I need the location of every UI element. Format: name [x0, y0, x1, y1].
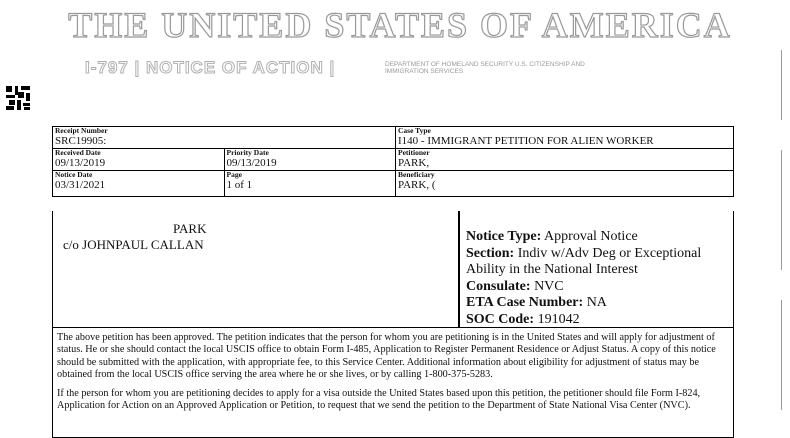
mailing-address [52, 211, 459, 328]
petitioner-cell: Petitioner PARK, [396, 149, 734, 171]
case-type: I140 - IMMIGRANT PETITION FOR ALIEN WORKER [398, 135, 654, 147]
consulate-label: Consulate: [466, 278, 531, 294]
received-date-cell: Received Date 09/13/2019 [53, 149, 225, 171]
section-value: Indiv w/Adv Deg or Exceptional [517, 245, 702, 261]
case-info-table [52, 126, 734, 197]
received-date: 09/13/2019 [55, 157, 106, 169]
body-paragraph-approval: The above petition has been approved. The petition indicates that the person for whom you are petitioning is in the United States and will apply for adjustment of status. He or she should contact the local USCIS office to obtain Form I-485, Application to Register Permanent Residence or Adjust Status. A copy of this notice should be submitted with the application, with appropriate fee, to this Service Center. Additional information about eligibility for adjustment of status may be obtained from the local USCIS office serving the area where he or she lives, or by calling 1-800-375-5283. [57, 332, 716, 381]
consulate: NVC [534, 278, 564, 294]
page-cell: Page 1 of 1 [224, 171, 396, 197]
department-name: DEPARTMENT OF HOMELAND SECURITY U.S. CITIZENSHIP AND IMMIGRATION SERVICES [385, 61, 585, 75]
receipt-number-cell: Receipt Number SRC19905: [53, 127, 396, 149]
address-name: PARK [173, 221, 207, 236]
notice-type-label: Notice Type: [466, 229, 542, 244]
beneficiary-cell: Beneficiary PARK, ( [396, 171, 734, 197]
form-title: I-797 | NOTICE OF ACTION | [85, 58, 336, 77]
right-margin-mark [781, 50, 782, 120]
petitioner: PARK, [398, 157, 430, 169]
receipt-number: SRC19905: [55, 135, 107, 147]
priority-date: 09/13/2019 [226, 157, 277, 169]
right-margin-mark [781, 150, 782, 270]
notice-date: 03/31/2021 [55, 179, 106, 191]
body-paragraph-visa: If the person for whom you are petitioning decides to apply for a visa outside the United States based upon this petition, the petitioner should file Form I-824, Application for Action on an Approved Application or Petition, to request that we send the petition to the Department of State National Visa Center (NVC). [57, 387, 701, 412]
banner-title: THE UNITED STATES OF AMERICA [68, 5, 732, 45]
soc-code: 191042 [537, 311, 580, 327]
section-value-continued: Ability in the National Interest [466, 262, 638, 277]
address-care-of: c/o JOHNPAUL CALLAN [63, 237, 204, 252]
case-type-cell: Case Type I140 - IMMIGRANT PETITION FOR ALIEN WORKER [396, 127, 734, 149]
page-number: 1 of 1 [226, 179, 253, 191]
beneficiary: PARK, ( [398, 179, 436, 191]
eta-case-label: ETA Case Number: [466, 295, 584, 310]
document-banner [30, 2, 760, 77]
priority-date-cell: Priority Date 09/13/2019 [224, 149, 396, 171]
notice-date-cell: Notice Date 03/31/2021 [53, 171, 225, 197]
right-margin-mark [781, 300, 782, 410]
notice-body [52, 328, 734, 438]
soc-code-label: SOC Code: [466, 311, 535, 327]
eta-case-number: NA [586, 295, 607, 310]
barcode-icon [6, 86, 30, 110]
notice-type: Approval Notice [544, 229, 638, 244]
notice-details [459, 211, 734, 328]
section-label: Section: [466, 245, 515, 261]
